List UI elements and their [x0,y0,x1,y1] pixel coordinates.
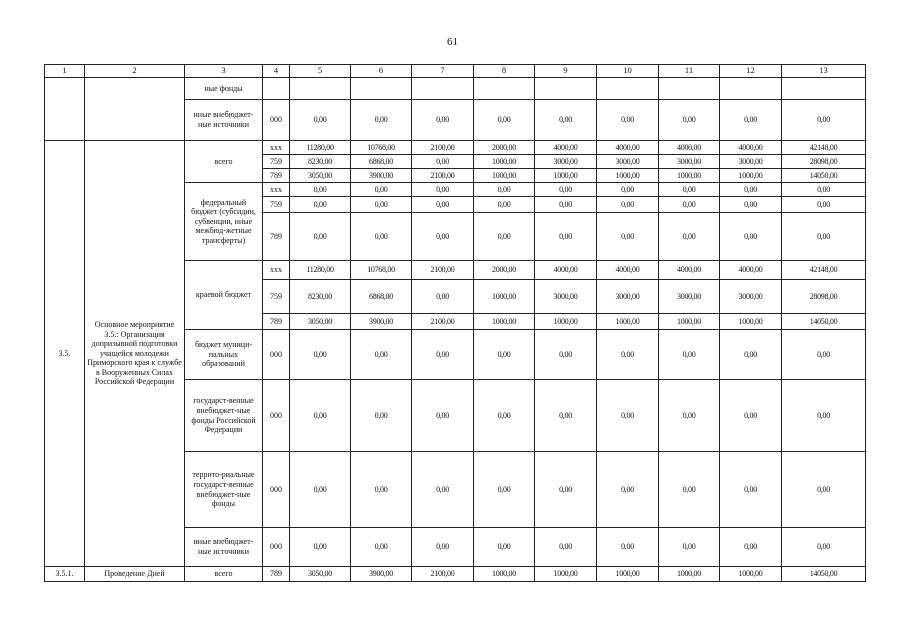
value-cell: 0,00 [720,197,782,213]
value-cell: 0,00 [535,183,597,197]
value-cell: 0,00 [290,213,351,261]
source-cell: иные внебюджет-ные источники [185,528,263,567]
source-cell: всего [185,141,263,183]
value-cell: 0,00 [597,100,659,141]
value-cell: 0,00 [597,330,659,380]
value-cell: 1000,00 [597,567,659,582]
value-cell: 2100,00 [412,567,474,582]
header-cell: 2 [85,65,185,78]
value-cell: 2000,00 [474,261,535,280]
value-cell: 0,00 [351,528,412,567]
row-name-cell: Основное мероприятие 3.5.: Организация допризывной подготовки учащейся молодежи Приморского края к службе в Вооруженных Силах Российской Федерации [85,141,185,567]
value-cell: 8230,00 [290,280,351,314]
value-cell: 0,00 [351,100,412,141]
value-cell: 42148,00 [782,141,866,155]
source-cell: иные внебюджет-ные источники [185,100,263,141]
code-cell: 000 [263,330,290,380]
value-cell: 1000,00 [474,155,535,169]
code-cell: xxx [263,183,290,197]
value-cell: 3000,00 [659,155,720,169]
code-cell: 789 [263,314,290,330]
value-cell: 4000,00 [659,261,720,280]
value-cell: 0,00 [597,380,659,452]
value-cell: 0,00 [659,452,720,528]
code-cell: 759 [263,280,290,314]
header-cell: 1 [45,65,85,78]
header-cell: 8 [474,65,535,78]
value-cell: 0,00 [659,100,720,141]
source-cell: бюджет муници-пальных образований [185,330,263,380]
value-cell: 0,00 [412,155,474,169]
value-cell: 0,00 [535,452,597,528]
row-number-cell: 3.5.1. [45,567,85,582]
value-cell: 3050,00 [290,567,351,582]
row-name-cell [85,78,185,141]
value-cell: 0,00 [535,197,597,213]
value-cell: 0,00 [351,330,412,380]
value-cell: 0,00 [659,528,720,567]
value-cell: 6868,00 [351,280,412,314]
value-cell: 2100,00 [412,141,474,155]
value-cell: 0,00 [412,452,474,528]
value-cell: 0,00 [720,330,782,380]
value-cell: 6868,00 [351,155,412,169]
value-cell: 0,00 [659,197,720,213]
value-cell: 0,00 [597,197,659,213]
value-cell: 4000,00 [535,261,597,280]
value-cell: 0,00 [535,528,597,567]
value-cell: 0,00 [720,528,782,567]
value-cell: 3050,00 [290,314,351,330]
value-cell: 1000,00 [720,567,782,582]
page-number: 61 [447,36,458,48]
value-cell: 0,00 [659,213,720,261]
value-cell: 0,00 [597,528,659,567]
value-cell: 3900,00 [351,169,412,183]
value-cell: 0,00 [351,183,412,197]
value-cell: 0,00 [290,528,351,567]
header-cell: 4 [263,65,290,78]
value-cell: 2100,00 [412,261,474,280]
value-cell: 3000,00 [659,280,720,314]
value-cell [290,78,351,100]
value-cell: 0,00 [474,380,535,452]
value-cell: 0,00 [597,213,659,261]
value-cell: 0,00 [720,380,782,452]
value-cell: 0,00 [474,183,535,197]
header-cell: 5 [290,65,351,78]
code-cell: xxx [263,141,290,155]
value-cell: 28098,00 [782,155,866,169]
code-cell: 789 [263,169,290,183]
value-cell [412,78,474,100]
value-cell: 0,00 [474,213,535,261]
value-cell: 0,00 [782,100,866,141]
value-cell: 3900,00 [351,314,412,330]
value-cell: 3000,00 [597,155,659,169]
value-cell: 0,00 [290,380,351,452]
value-cell: 1000,00 [720,169,782,183]
value-cell: 0,00 [474,100,535,141]
value-cell: 0,00 [351,197,412,213]
value-cell: 0,00 [782,380,866,452]
value-cell: 14050,00 [782,169,866,183]
value-cell: 1000,00 [659,169,720,183]
header-cell: 7 [412,65,474,78]
source-cell: федеральный бюджет (субсидии, субвенции, иные межбюд-жетные трансферты) [185,183,263,261]
code-cell: 000 [263,528,290,567]
value-cell: 0,00 [290,197,351,213]
code-cell: 759 [263,197,290,213]
budget-table [44,64,866,582]
value-cell: 4000,00 [597,261,659,280]
row-number-cell: 3.5. [45,141,85,567]
value-cell: 14050,00 [782,314,866,330]
row-name-cell: Проведение Дней [85,567,185,582]
value-cell: 0,00 [782,197,866,213]
value-cell: 11280,00 [290,141,351,155]
value-cell: 11280,00 [290,261,351,280]
value-cell: 0,00 [659,183,720,197]
value-cell: 1000,00 [535,567,597,582]
value-cell: 1000,00 [474,169,535,183]
value-cell: 0,00 [412,280,474,314]
source-cell: террито-риальные государст-венные внебюджет-ные фонды [185,452,263,528]
value-cell: 1000,00 [659,567,720,582]
value-cell: 4000,00 [535,141,597,155]
value-cell: 42148,00 [782,261,866,280]
value-cell: 3000,00 [597,280,659,314]
code-cell: 000 [263,100,290,141]
value-cell: 0,00 [782,183,866,197]
header-cell: 12 [720,65,782,78]
value-cell: 0,00 [412,528,474,567]
source-cell: ные фонды [185,78,263,100]
value-cell: 2100,00 [412,314,474,330]
value-cell [720,78,782,100]
value-cell: 0,00 [782,528,866,567]
value-cell: 1000,00 [659,314,720,330]
source-cell: государст-венные внебюджет-ные фонды Российской Федерации [185,380,263,452]
source-cell: краевой бюджет [185,261,263,330]
value-cell: 0,00 [720,100,782,141]
value-cell: 1000,00 [474,280,535,314]
value-cell: 1000,00 [720,314,782,330]
value-cell: 1000,00 [597,314,659,330]
value-cell: 0,00 [351,380,412,452]
value-cell: 0,00 [535,213,597,261]
header-cell: 9 [535,65,597,78]
value-cell: 0,00 [290,452,351,528]
code-cell: xxx [263,261,290,280]
value-cell: 0,00 [720,183,782,197]
code-cell: 000 [263,452,290,528]
code-cell: 000 [263,380,290,452]
value-cell: 0,00 [290,330,351,380]
code-cell [263,78,290,100]
value-cell [351,78,412,100]
value-cell: 4000,00 [659,141,720,155]
value-cell: 0,00 [290,100,351,141]
value-cell: 0,00 [412,213,474,261]
value-cell: 4000,00 [720,261,782,280]
header-cell: 11 [659,65,720,78]
value-cell: 10768,00 [351,261,412,280]
value-cell: 0,00 [412,100,474,141]
value-cell: 3000,00 [720,155,782,169]
value-cell: 3000,00 [535,155,597,169]
value-cell: 3900,00 [351,567,412,582]
value-cell: 0,00 [720,213,782,261]
value-cell: 0,00 [351,452,412,528]
value-cell [782,78,866,100]
value-cell: 0,00 [474,197,535,213]
header-cell: 6 [351,65,412,78]
value-cell: 3050,00 [290,169,351,183]
value-cell: 4000,00 [597,141,659,155]
row-number-cell [45,78,85,141]
header-cell: 10 [597,65,659,78]
value-cell: 2000,00 [474,141,535,155]
value-cell: 1000,00 [535,314,597,330]
value-cell: 8230,00 [290,155,351,169]
value-cell: 1000,00 [597,169,659,183]
code-cell: 759 [263,155,290,169]
value-cell [474,78,535,100]
value-cell: 0,00 [412,330,474,380]
value-cell: 0,00 [290,183,351,197]
value-cell: 0,00 [659,330,720,380]
value-cell: 0,00 [782,330,866,380]
value-cell [535,78,597,100]
value-cell: 3000,00 [720,280,782,314]
header-cell: 13 [782,65,866,78]
table-row [45,78,866,100]
value-cell: 28098,00 [782,280,866,314]
value-cell: 10768,00 [351,141,412,155]
value-cell: 0,00 [659,380,720,452]
value-cell: 0,00 [474,330,535,380]
value-cell: 4000,00 [720,141,782,155]
value-cell: 0,00 [535,380,597,452]
value-cell: 0,00 [412,183,474,197]
source-cell: всего [185,567,263,582]
value-cell: 0,00 [412,380,474,452]
value-cell: 0,00 [597,183,659,197]
value-cell: 0,00 [535,100,597,141]
value-cell: 0,00 [597,452,659,528]
value-cell [659,78,720,100]
value-cell: 0,00 [535,330,597,380]
value-cell: 0,00 [412,197,474,213]
value-cell: 1000,00 [474,567,535,582]
table-row [45,141,866,155]
value-cell: 0,00 [782,452,866,528]
header-cell: 3 [185,65,263,78]
value-cell: 3000,00 [535,280,597,314]
code-cell: 789 [263,213,290,261]
header-row [45,65,866,78]
value-cell: 0,00 [474,528,535,567]
value-cell: 0,00 [351,213,412,261]
table-row [45,567,866,582]
value-cell: 1000,00 [474,314,535,330]
value-cell: 14050,00 [782,567,866,582]
value-cell: 0,00 [720,452,782,528]
value-cell: 0,00 [474,452,535,528]
value-cell: 2100,00 [412,169,474,183]
value-cell: 1000,00 [535,169,597,183]
code-cell: 789 [263,567,290,582]
value-cell [597,78,659,100]
value-cell: 0,00 [782,213,866,261]
